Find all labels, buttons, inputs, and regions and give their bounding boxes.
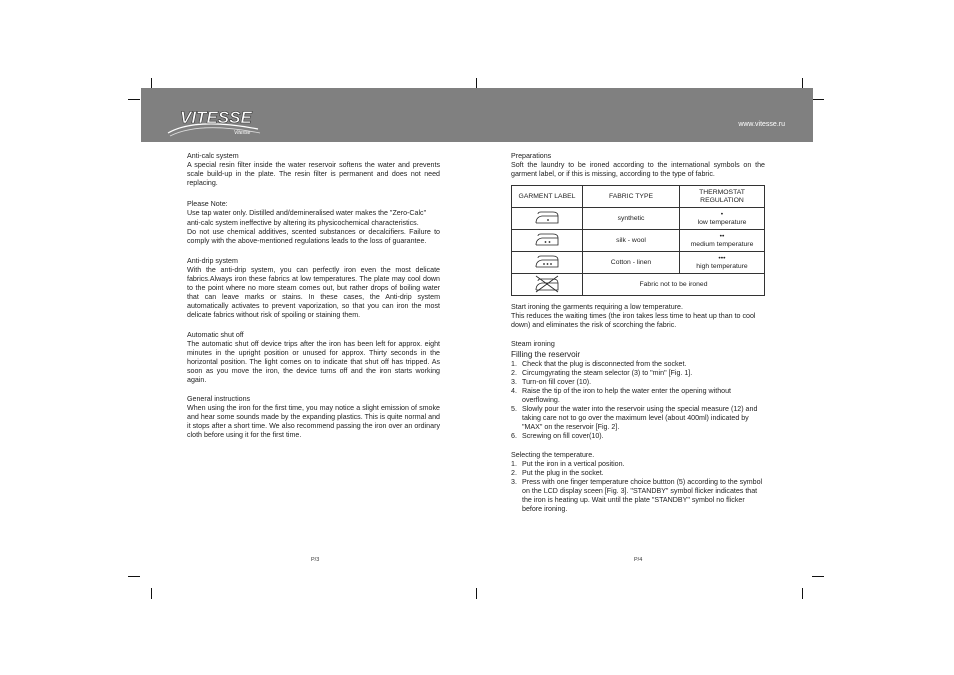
website-url: www.vitesse.ru [738,121,785,128]
right-column [511,152,765,514]
list-item: 3. Turn-on fill cover (10). [511,377,592,386]
list-item: 4. Raise the tip of the iron to help the water enter the opening without overflowing. [511,386,732,405]
thermostat-cell [680,230,765,252]
vitesse-logo [166,103,266,139]
anticalc-title: Anti-calc system [187,152,239,160]
shutoff-body: The automatic shut off device trips after the iron has been left for approx. eight minutes in the upright position or unused for approx. Thirty seconds in the horizontal position. The light comes on to indicate that shut off has tripped. As soon as you move the iron, the device turns off and the iron starts working again. [187,339,440,384]
note-title: Please Note: [187,200,228,209]
start-p1: Start ironing the garments requiring a low temperature. [511,303,683,312]
note-p1: Use tap water only. Distilled and/demineralised water makes the "Zero-Calc" anti-calc system ineffective by altering its physicochemical characteristics. [187,209,427,227]
crop-mark [802,588,803,599]
start-p2: This reduces the waiting times (the iron takes less time to heat up than to cool down) and eliminates the risk of scorching the fabric. [511,312,756,330]
list-item: 1. Check that the plug is disconnected from the socket. [511,359,687,368]
list-item: 3. Press with one finger temperature choice buttton (5) according to the symbol on the LCD display sceen [Fig. 3]. "STANDBY" symbol flicker indicates that the iron is heating up. Wait until the plate "STANDBY" symbol no flicker before ironing. [511,477,763,514]
list-item: 1. Put the iron in a vertical position. [511,459,625,468]
table-header: THERMOSTAT REGULATION [680,186,765,208]
shutoff-title: Automatic shut off [187,330,244,339]
ironing-symbols-table [511,185,765,296]
garment-label-cell [512,230,583,252]
iron-2dot-icon [533,232,561,247]
crop-mark [812,576,824,577]
crop-mark [812,99,824,100]
table-header: GARMENT LABEL [512,186,583,208]
iron-1dot-icon [533,210,561,225]
fabric-type-cell: synthetic [583,208,680,230]
steam-subtitle: Filling the reservoir [511,349,581,359]
table-row [512,252,765,274]
prep-body: Soft the laundry to be ironed according to the international symbols on the garment label, or if this is missing, according to the type of fabric. [511,161,765,179]
table-header: FABRIC TYPE [583,186,680,208]
table-row [512,274,765,296]
list-item: 2. Circumgyrating the steam selector (3) to "min" [Fig. 1]. [511,368,693,377]
garment-label-cell [512,252,583,274]
crop-mark [476,588,477,599]
temp-dots: • [720,211,724,219]
temp-select-title: Selecting the temperature. [511,450,595,459]
temp-label: low temperature [697,218,747,226]
page-number-left: P/3 [311,557,320,563]
antidrip-body: With the anti-drip system, you can perfectly iron even the most delicate fabrics.Always iron these fabrics at low temperatures. The plate may cool down to the point where no more steam comes out, but rather drops of boiling water that can leave marks or stains. In these cases, the Anti-drip system automatically activates to prevent vaporization, so that you can iron the most delicate fabrics without risk of spoiling or staining them. [187,265,440,320]
list-item: 5. Slowly pour the water into the reservoir using the special measure (12) and taking care not to go over the maximum level (about 400ml) indicated by "MAX" on the reservoir [Fig. 2]. [511,405,758,432]
iron-crossed-icon [533,275,561,293]
temp-dots: ••• [718,255,726,263]
prep-title: Preparations [511,152,552,160]
note-p2: Do not use chemical additives, scented substances or decalcifiers. Failure to comply with the above-mentioned regulations leads to the loss of guarantee. [187,227,440,245]
table-row [512,208,765,230]
left-column [187,152,440,441]
thermostat-cell [680,252,765,274]
garment-label-cell [512,274,583,296]
temperature-steps-list [511,460,765,515]
temp-label: high temperature [696,262,748,270]
list-item: 6. Screwing on fill cover(10). [511,432,604,441]
table-header-row [512,186,765,208]
fabric-type-cell: Cotton - linen [583,252,680,274]
filling-steps-list [511,360,765,442]
temp-dots: •• [719,233,725,241]
fabric-type-cell: silk - wool [583,230,680,252]
table-row [512,230,765,252]
anticalc-body: A special resin filter inside the water reservoir softens the water and prevents scale build-up in the plate. The resin filter is permanent and does not need replacing. [187,161,440,188]
list-item: 2. Put the plug in the socket. [511,468,604,477]
garment-label-cell [512,208,583,230]
temp-label: medium temperature [690,240,754,248]
svg-text:Vitesse: Vitesse [234,130,251,136]
general-body: When using the iron for the first time, you may notice a slight emission of smoke and hear some sounds made by the expanding plastics. This is quite normal and it stops after a short time. We also recommend passing the iron over an ordinary cloth before using it for the first time. [187,404,440,440]
iron-3dot-icon [533,254,561,269]
thermostat-cell [680,208,765,230]
steam-title: Steam ironing [511,339,555,348]
page-number-right: P/4 [634,557,643,563]
crop-mark [128,99,140,100]
crop-mark [128,576,140,577]
crop-mark [151,588,152,599]
svg-text:VITESSE: VITESSE [180,108,252,127]
antidrip-title: Anti-drip system [187,256,238,265]
no-iron-cell: Fabric not to be ironed [583,274,765,296]
general-title: General instructions [187,395,251,404]
